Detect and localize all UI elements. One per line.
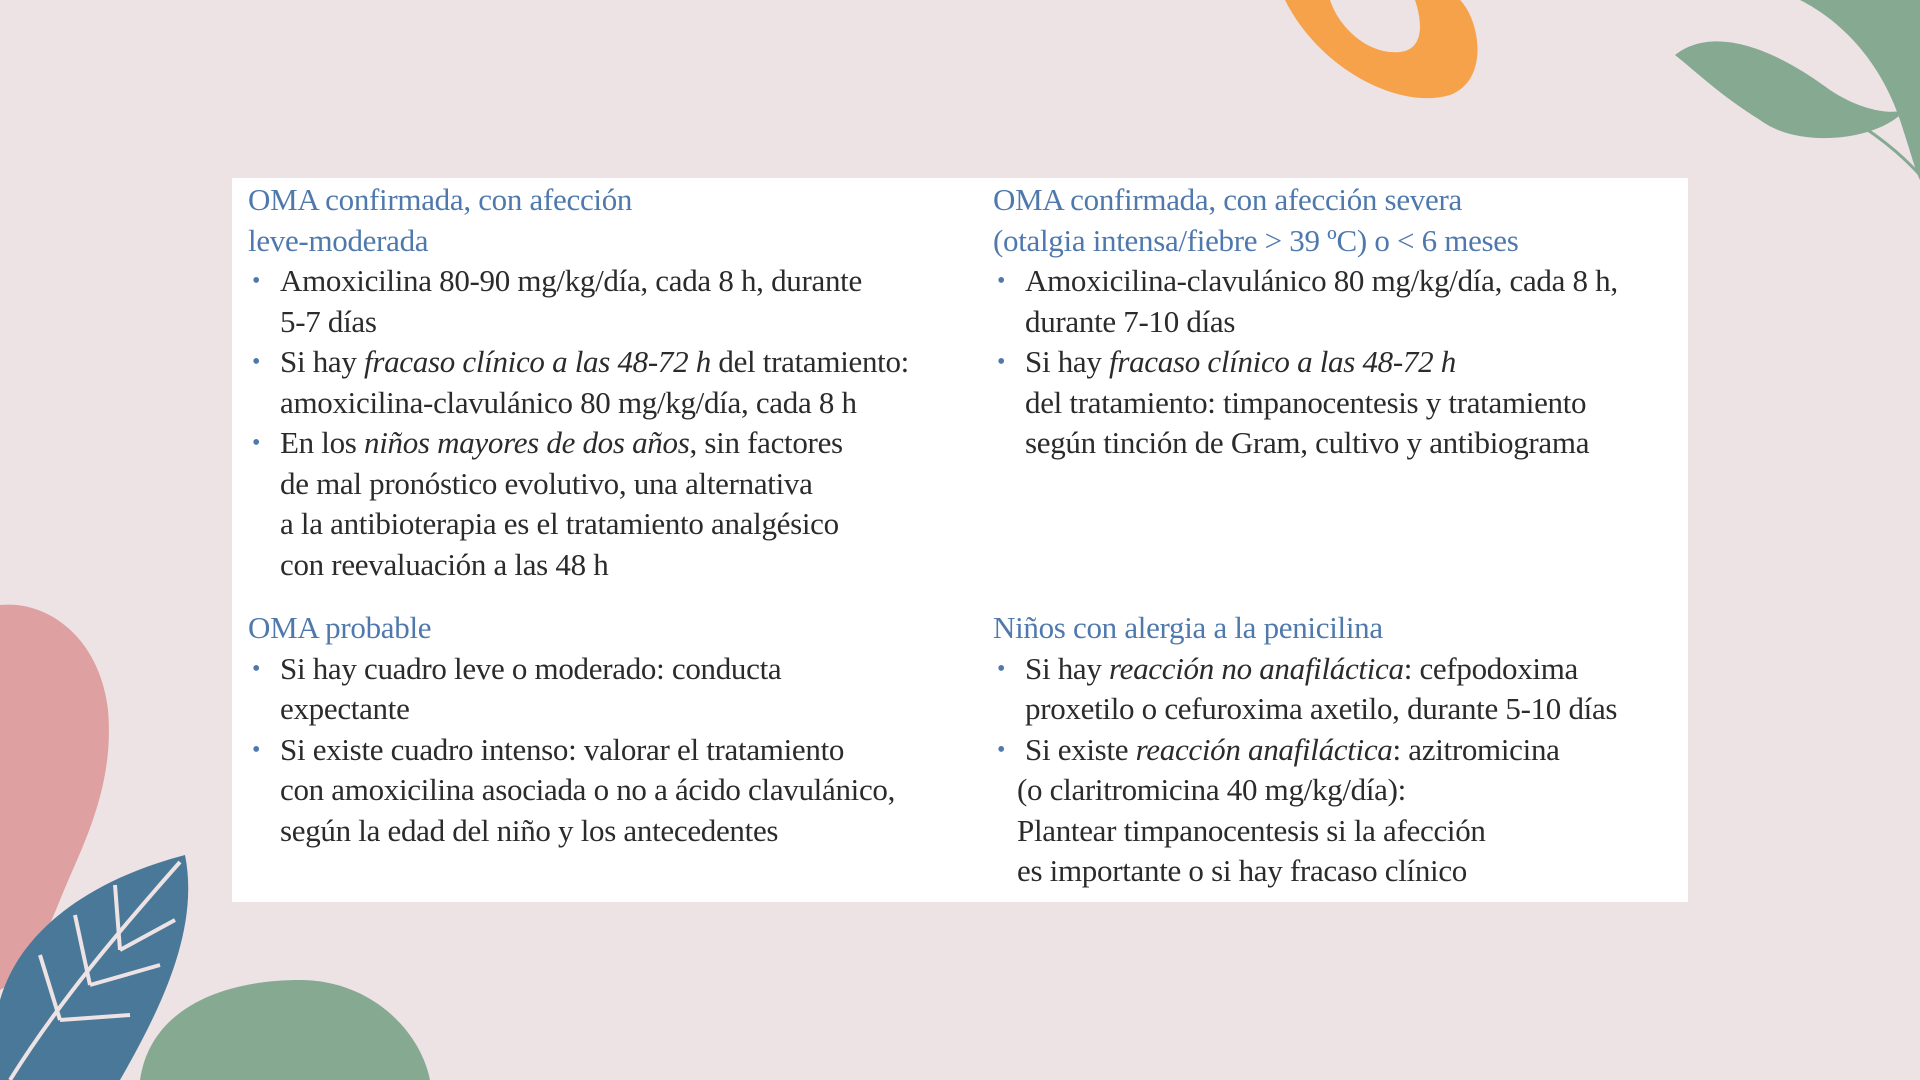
text-segment: Si hay bbox=[280, 344, 365, 379]
bullet-item bbox=[248, 261, 909, 342]
bullet-icon: • bbox=[997, 268, 1006, 294]
text-segment: Amoxicilina 80-90 mg/kg/día, cada 8 h, durante bbox=[280, 263, 862, 298]
text-segment: Si hay bbox=[1025, 650, 1110, 686]
bullet-line bbox=[280, 261, 909, 302]
bullet-item bbox=[993, 649, 1617, 730]
emphasis-text: reacción anafiláctica bbox=[1135, 731, 1393, 767]
text-segment: Si existe bbox=[1025, 731, 1136, 767]
bullet-line bbox=[280, 811, 895, 852]
bullet-item bbox=[993, 261, 1618, 342]
text-segment: 5-7 días bbox=[280, 303, 377, 339]
bullet-line bbox=[280, 464, 909, 505]
bullet-item bbox=[248, 342, 909, 423]
bullet-line bbox=[280, 423, 909, 464]
section-severa bbox=[993, 180, 1618, 464]
text-segment: a la antibioterapia es el tratamiento analgésico bbox=[280, 506, 839, 541]
section-heading: Niños con alergia a la penicilina bbox=[993, 610, 1383, 645]
text-segment: amoxicilina-clavulánico 80 mg/kg/día, cada 8 h bbox=[280, 384, 857, 420]
text-segment: , sin factores bbox=[689, 425, 843, 460]
text-segment: Si hay cuadro leve o moderado: conducta bbox=[280, 650, 782, 686]
bullet-item bbox=[993, 342, 1618, 464]
bullet-item bbox=[248, 649, 895, 730]
text-segment: con reevaluación a las 48 h bbox=[280, 546, 609, 582]
text-segment: Si hay bbox=[1025, 344, 1110, 379]
section-alergia bbox=[993, 608, 1617, 892]
bullet-line bbox=[280, 649, 895, 690]
section-probable bbox=[248, 608, 895, 851]
text-segment: Si existe cuadro intenso: valorar el tratamiento bbox=[280, 731, 845, 767]
text-segment: según la edad del niño y los antecedentes bbox=[280, 812, 779, 848]
bullet-line bbox=[1025, 261, 1618, 302]
continuation-line: (o claritromicina 40 mg/kg/día): bbox=[1017, 772, 1406, 807]
bullet-item bbox=[248, 423, 909, 585]
orange-arc-shape bbox=[1285, 0, 1478, 98]
bullet-icon: • bbox=[252, 268, 261, 294]
bullet-line bbox=[1025, 649, 1617, 690]
bullet-icon: • bbox=[997, 655, 1006, 682]
emphasis-text: fracaso clínico a las 48-72 h bbox=[364, 344, 711, 379]
text-segment: con amoxicilina asociada o no a ácido clavulánico, bbox=[280, 772, 896, 807]
section-heading: OMA confirmada, con afección severa bbox=[993, 182, 1462, 217]
bullet-line bbox=[1025, 423, 1618, 464]
bullet-icon: • bbox=[252, 736, 261, 763]
text-segment: Amoxicilina-clavulánico 80 mg/kg/día, cada 8 h, bbox=[1025, 263, 1618, 298]
text-segment: durante 7-10 días bbox=[1025, 303, 1236, 339]
section-heading: (otalgia intensa/fiebre > 39 ºC) o < 6 meses bbox=[993, 222, 1519, 258]
bullet-icon: • bbox=[252, 655, 261, 682]
section-heading: OMA confirmada, con afección bbox=[248, 182, 633, 217]
emphasis-text: reacción no anafiláctica bbox=[1109, 650, 1404, 686]
text-segment: En los bbox=[280, 425, 365, 460]
bullet-line bbox=[280, 302, 909, 343]
bullet-icon: • bbox=[252, 430, 261, 456]
section-heading: leve-moderada bbox=[248, 222, 429, 258]
bullet-line bbox=[1025, 383, 1618, 424]
section-heading: OMA probable bbox=[248, 610, 432, 645]
text-segment: de mal pronóstico evolutivo, una alternativa bbox=[280, 465, 813, 501]
bullet-item bbox=[248, 730, 895, 852]
green-blob-shape bbox=[140, 980, 430, 1080]
bullet-item bbox=[993, 730, 1617, 771]
emphasis-text: niños mayores de dos años bbox=[364, 425, 690, 460]
continuation-line: es importante o si hay fracaso clínico bbox=[1017, 853, 1467, 888]
bullet-line bbox=[280, 770, 895, 811]
text-segment: proxetilo o cefuroxima axetilo, durante 5-10 días bbox=[1025, 691, 1618, 726]
bullet-line bbox=[280, 383, 909, 424]
bullet-line bbox=[280, 689, 895, 730]
text-segment: expectante bbox=[280, 691, 410, 726]
emphasis-text: fracaso clínico a las 48-72 h bbox=[1109, 344, 1456, 379]
bullet-icon: • bbox=[997, 349, 1006, 375]
text-segment: del tratamiento: timpanocentesis y tratamiento bbox=[1025, 384, 1587, 420]
treatment-table-card bbox=[232, 178, 1688, 902]
bullet-line bbox=[280, 730, 895, 771]
bullet-icon: • bbox=[997, 736, 1006, 763]
section-leve-moderada bbox=[248, 180, 909, 585]
bullet-icon: • bbox=[252, 349, 261, 375]
text-segment: del tratamiento: bbox=[710, 344, 909, 379]
continuation-line: Plantear timpanocentesis si la afección bbox=[1017, 812, 1486, 848]
bullet-line bbox=[1025, 730, 1617, 771]
bullet-line bbox=[1025, 342, 1618, 383]
text-segment: según tinción de Gram, cultivo y antibiograma bbox=[1025, 425, 1590, 460]
bullet-line bbox=[280, 545, 909, 586]
bullet-line bbox=[280, 504, 909, 545]
text-segment: : cefpodoxima bbox=[1403, 650, 1578, 686]
bullet-line bbox=[1025, 302, 1618, 343]
bullet-line bbox=[1025, 689, 1617, 730]
bullet-line bbox=[280, 342, 909, 383]
text-segment: : azitromicina bbox=[1392, 731, 1560, 767]
